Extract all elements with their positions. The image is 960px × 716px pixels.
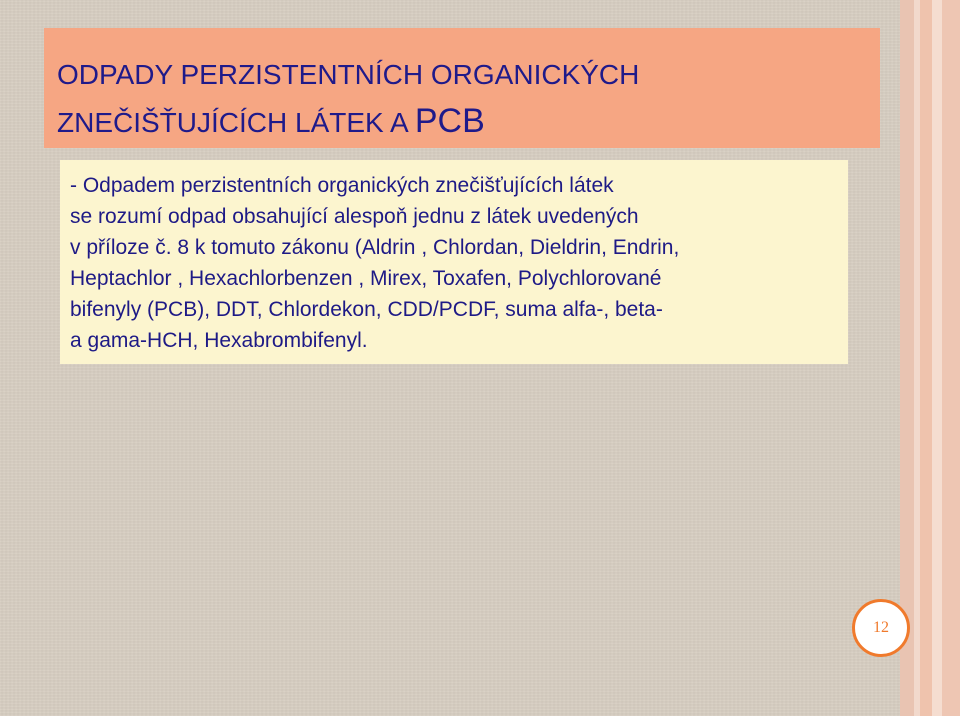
page-number-badge — [852, 599, 910, 657]
content-line: v příloze č. 8 k tomuto zákonu (Aldrin , Chlordan, Dieldrin, Endrin, — [70, 236, 680, 259]
slide-title-line-2-text: ZNEČIŠŤUJÍCÍCH LÁTEK A — [57, 107, 415, 138]
slide-title-pcb: PCB — [414, 102, 485, 140]
slide-title-box — [44, 28, 880, 148]
content-line: Heptachlor , Hexachlorbenzen , Mirex, Toxafen, Polychlorované — [70, 267, 662, 290]
stripe — [932, 0, 942, 716]
decorative-stripes — [900, 0, 960, 716]
slide-title-line-2 — [57, 98, 866, 146]
slide-title-line-1: ODPADY PERZISTENTNÍCH ORGANICKÝCH — [57, 59, 640, 90]
content-line: se rozumí odpad obsahující alespoň jednu z látek uvedených — [70, 205, 639, 228]
content-line: bifenyly (PCB), DDT, Chlordekon, CDD/PCDF, suma alfa-, beta- — [70, 298, 663, 321]
content-line: - Odpadem perzistentních organických znečišťujících látek — [70, 174, 614, 197]
content-box — [60, 160, 848, 364]
stripe — [920, 0, 932, 716]
content-line: a gama-HCH, Hexabrombifenyl. — [70, 329, 368, 352]
page-number: 12 — [873, 619, 889, 636]
stripe — [942, 0, 960, 716]
